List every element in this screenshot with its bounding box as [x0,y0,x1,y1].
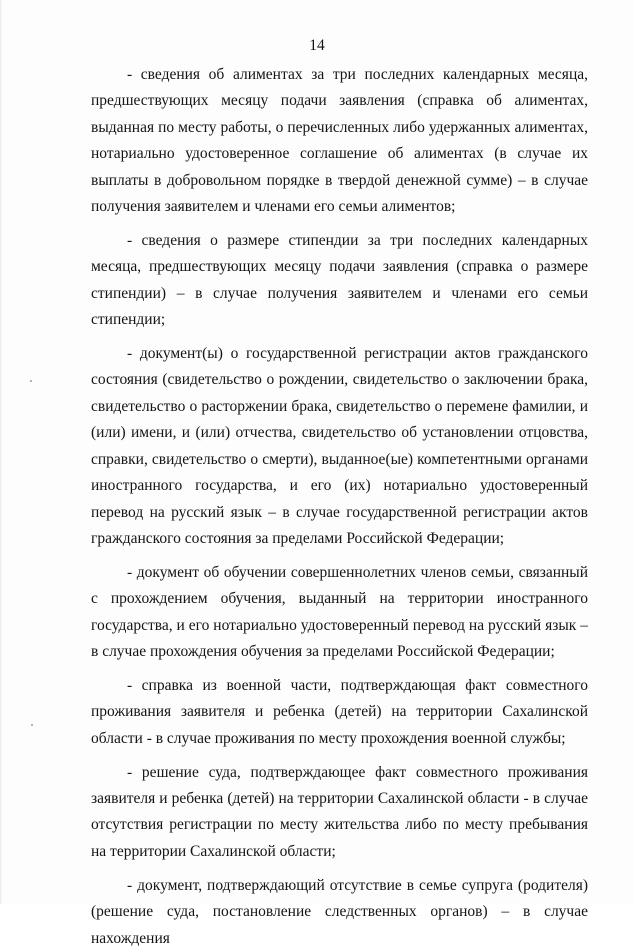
paragraph-spouse-absence-document: - документ, подтверждающий отсутствие в семье супруга (родителя) (решение суда, постановление следственных органов) – в случае нахождения [91,876,588,947]
paragraph-court-decision: - решение суда, подтверждающее факт совместного проживания заявителя и ребенка (детей) на территории Сахалинской области - в случае отсутствия регистрации по месту жительства либо по месту пребывания на территории Сахалинской области; [91,763,588,860]
page-number: 14 [309,37,325,54]
paragraph-alimony-info: - сведения об алиментах за три последних календарных месяца, предшествующих месяцу подачи заявления (справка об алиментах, выданная по месту работы, о перечисленных либо удержанных алиментах, нотариально удостоверенное соглашение об алиментах (в случае их выплаты в добровольном порядке в твердой денежной сумме) – в случае получения заявителем и членами его семьи алиментов; [91,66,588,216]
paragraph-stipend-info: - сведения о размере стипендии за три последних календарных месяца, предшествующих месяцу подачи заявления (справка о размере стипендии) – в случае получения заявителем и членами его семьи стипендии; [91,231,588,329]
paragraph-education-document: - документ об обучении совершеннолетних членов семьи, связанный с прохождением обучения, выданный на территории иностранного государства, и его нотариально удостоверенный перевод на русский язык – в случае прохождения обучения за пределами Российской Федерации; [91,563,588,661]
document-body [91,62,588,952]
paragraph-civil-registration-documents: - документ(ы) о государственной регистрации актов гражданского состояния (свидетельство о рождении, свидетельство о заключении брака, свидетельство о расторжении брака, свидетельство о перемене фамилии, и (или) имени, и (или) отчества, свидетельство об установлении отцовства, справки, свидетельство о смерти), выданное(ые) компетентными органами иностранного государства, и его (их) нотариально удостоверенный перевод на русский язык – в случае государственной регистрации актов гражданского состояния за пределами Российской Федерации; [91,345,588,547]
scan-edge-shadow [0,0,2,904]
paragraph-military-unit-certificate: - справка из военной части, подтверждающая факт совместного проживания заявителя и ребенка (детей) на территории Сахалинской области - в случае проживания по месту прохождения военной службы; [91,676,588,747]
scan-speck [30,380,32,382]
scan-speck [31,724,33,726]
